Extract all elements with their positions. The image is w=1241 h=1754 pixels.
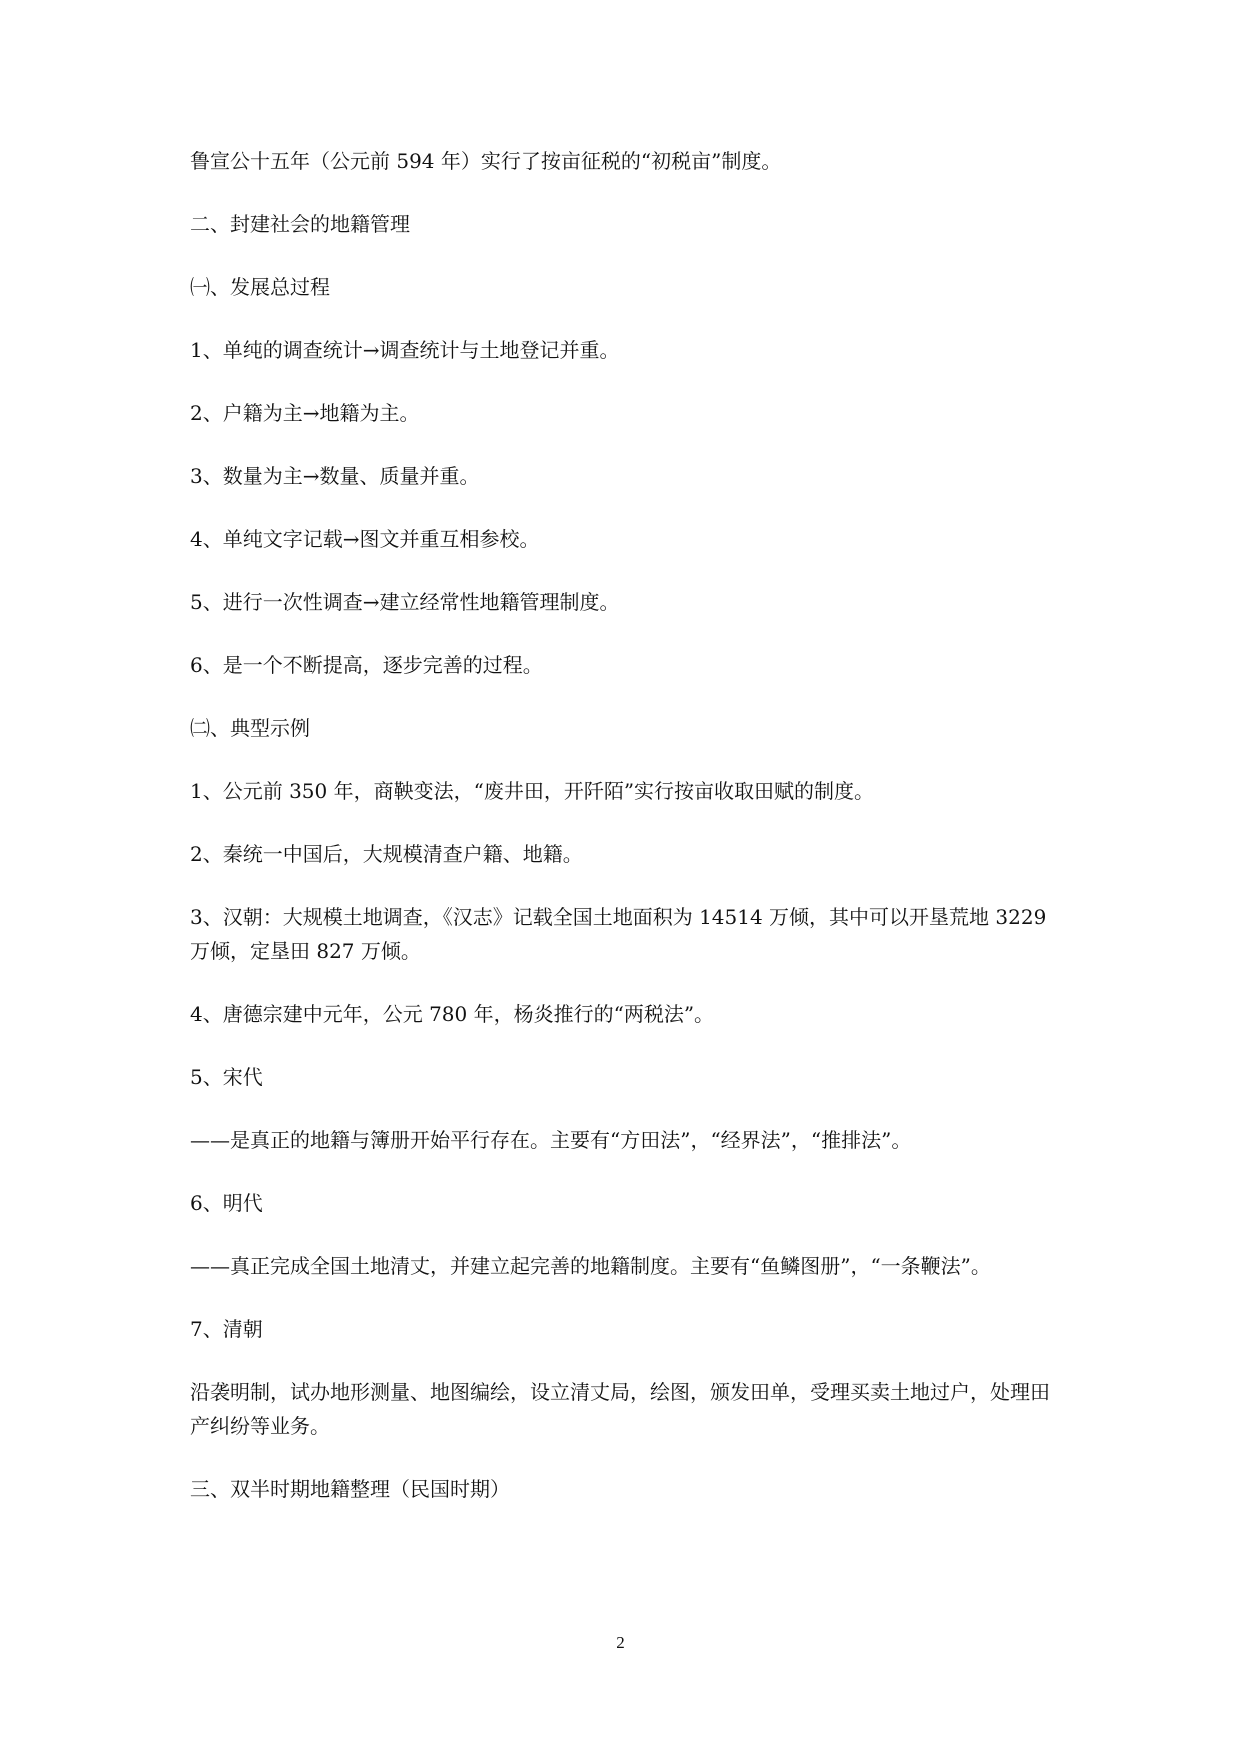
subsection-heading-process: ㈠、发展总过程 <box>190 275 330 299</box>
document-body <box>190 144 1060 1535</box>
list-item: 6、是一个不断提高，逐步完善的过程。 <box>190 653 543 677</box>
list-item: 1、单纯的调查统计→调查统计与土地登记并重。 <box>190 338 620 362</box>
list-item: 5、进行一次性调查→建立经常性地籍管理制度。 <box>190 590 620 614</box>
section-heading-feudal: 二、封建社会的地籍管理 <box>190 212 410 236</box>
list-item: 4、单纯文字记载→图文并重互相参校。 <box>190 527 540 551</box>
list-item: 1、公元前 350 年，商鞅变法，“废井田，开阡陌”实行按亩收取田赋的制度。 <box>190 779 875 803</box>
list-item: 3、数量为主→数量、质量并重。 <box>190 464 480 488</box>
description-ming: ——真正完成全国土地清丈，并建立起完善的地籍制度。主要有“鱼鳞图册”，“一条鞭法”。 <box>190 1254 991 1278</box>
list-item-qing: 7、清朝 <box>190 1317 263 1341</box>
subsection-heading-examples: ㈡、典型示例 <box>190 716 310 740</box>
description-qing: 沿袭明制，试办地形测量、地图编绘，设立清丈局，绘图，颁发田单，受理买卖土地过户，处理田产纠纷等业务。 <box>190 1380 1050 1438</box>
list-item: 2、户籍为主→地籍为主。 <box>190 401 420 425</box>
list-item: 3、汉朝：大规模土地调查，《汉志》记载全国土地面积为 14514 万倾，其中可以开垦荒地 3229 万倾，定垦田 827 万倾。 <box>190 905 1047 963</box>
list-item: 2、秦统一中国后，大规模清查户籍、地籍。 <box>190 842 583 866</box>
list-item: 4、唐德宗建中元年，公元 780 年，杨炎推行的“两税法”。 <box>190 1002 715 1026</box>
page-number: 2 <box>616 1633 625 1652</box>
list-item-song: 5、宋代 <box>190 1065 263 1089</box>
description-song: ——是真正的地籍与簿册开始平行存在。主要有“方田法”，“经界法”，“推排法”。 <box>190 1128 912 1152</box>
paragraph-chuzhimu: 鲁宣公十五年（公元前 594 年）实行了按亩征税的“初税亩”制度。 <box>190 149 782 173</box>
section-heading-republic: 三、双半时期地籍整理（民国时期） <box>190 1477 510 1501</box>
list-item-ming: 6、明代 <box>190 1191 263 1215</box>
